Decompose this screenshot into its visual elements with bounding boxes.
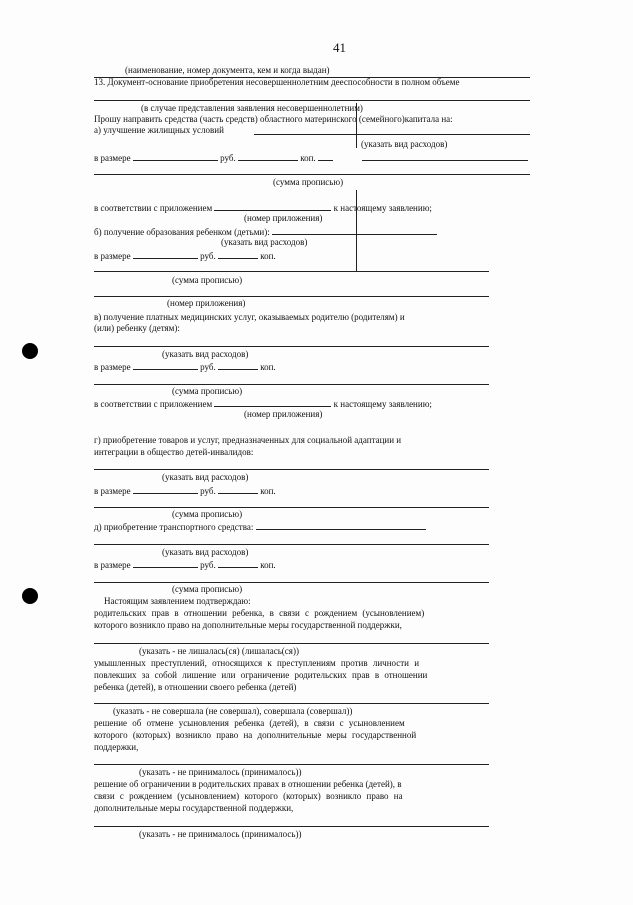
- option-g: интеграции в общество детей-инвалидов:: [94, 447, 254, 457]
- caption: (указать вид расходов): [162, 547, 249, 557]
- caption: (сумма прописью): [172, 509, 243, 519]
- caption: (указать вид расходов): [221, 237, 308, 247]
- caption: (указать вид расходов): [162, 472, 249, 482]
- fill-line: [94, 384, 489, 385]
- amount-row: в размере руб. коп.: [94, 362, 276, 372]
- paragraph: повлекших за собой лишение или ограничение родительских прав в отношении: [94, 670, 428, 680]
- amount-row: в размере руб. коп.: [94, 152, 333, 164]
- paragraph: связи с рождением (усыновлением) которого (которых) возникло право на: [94, 791, 403, 801]
- appendix-row: в соответствии с приложением к настоящему заявлению;: [94, 399, 432, 409]
- paragraph: поддержки,: [94, 742, 139, 752]
- paragraph: родительских прав в отношении ребенка, в связи с рождением (усыновлением): [94, 608, 425, 618]
- caption: (указать вид расходов): [162, 349, 249, 359]
- paragraph: ребенка (детей), в отношении своего ребенка (детей): [94, 682, 297, 692]
- appendix-row: в соответствии с приложением к настоящему заявлению;: [94, 203, 432, 213]
- item-13: 13. Документ-основание приобретения несовершеннолетним дееспособности в полном объеме: [94, 77, 460, 87]
- caption: (наименование, номер документа, кем и когда выдан): [125, 65, 330, 75]
- caption: (сумма прописью): [172, 275, 243, 285]
- caption: (сумма прописью): [172, 386, 243, 396]
- fill-line: [94, 507, 489, 508]
- amount-row: в размере руб. коп.: [94, 251, 276, 261]
- caption: (номер приложения): [244, 213, 323, 223]
- caption: (указать - не принималось (принималось)): [139, 767, 302, 777]
- fill-line: [94, 764, 489, 765]
- caption: (сумма прописью): [273, 177, 344, 187]
- fill-line: [94, 826, 489, 827]
- punch-hole-top: [22, 343, 38, 359]
- option-v: (или) ребенку (детям):: [94, 323, 180, 333]
- caption: (указать - не принималось (принималось)): [139, 829, 302, 839]
- fill-line: [94, 703, 489, 704]
- option-v: в) получение платных медицинских услуг, оказываемых родителю (родителям) и: [94, 312, 405, 322]
- fill-line: [94, 346, 489, 347]
- paragraph: которого (которых) возникло право на дополнительные меры государственной: [94, 730, 417, 740]
- caption: (указать вид расходов): [361, 139, 448, 149]
- fill-line: [94, 469, 489, 470]
- paragraph: дополнительные меры государственной поддержки,: [94, 803, 294, 813]
- fill-line: [362, 160, 528, 161]
- fill-line: [254, 134, 530, 135]
- paragraph: которого возникло право на дополнительные меры государственной поддержки,: [94, 620, 402, 630]
- fill-line: [94, 100, 530, 101]
- caption: (номер приложения): [244, 409, 323, 419]
- fill-line: [94, 296, 489, 297]
- caption: (в случае представления заявления несовершеннолетним): [141, 103, 363, 113]
- option-d: д) приобретение транспортного средства:: [94, 521, 426, 533]
- caption: (указать - не совершала (не совершал), совершала (совершал)): [113, 706, 353, 716]
- fill-line: [94, 174, 530, 175]
- confirm-heading: Настоящим заявлением подтверждаю:: [104, 596, 251, 606]
- request-line: Прошу направить средства (часть средств) областного материнского (семейного)капитала на:: [94, 114, 453, 124]
- fill-line: [94, 582, 489, 583]
- paragraph: умышленных преступлений, относящихся к преступлениям против личности и: [94, 658, 420, 668]
- paragraph: решение об ограничении в родительских правах в отношении ребенка (детей), в: [94, 779, 402, 789]
- amount-row: в размере руб. коп.: [94, 486, 276, 496]
- caption: (номер приложения): [167, 298, 246, 308]
- fill-line: [94, 544, 489, 545]
- caption: (сумма прописью): [172, 584, 243, 594]
- paragraph: решение об отмене усыновления ребенка (детей), в связи с усыновлением: [94, 718, 405, 728]
- option-g: г) приобретение товаров и услуг, предназначенных для социальной адаптации и: [94, 435, 402, 445]
- option-b: б) получение образования ребенком (детьми):: [94, 226, 437, 238]
- page-number: 41: [333, 40, 346, 55]
- fill-line: [94, 271, 489, 272]
- caption: (указать - не лишалась(ся) (лишалась(ся)): [139, 646, 299, 656]
- option-a: а) улучшение жилищных условий: [94, 125, 224, 135]
- fill-line: [94, 643, 489, 644]
- amount-row: в размере руб. коп.: [94, 560, 276, 570]
- punch-hole-bottom: [22, 588, 38, 604]
